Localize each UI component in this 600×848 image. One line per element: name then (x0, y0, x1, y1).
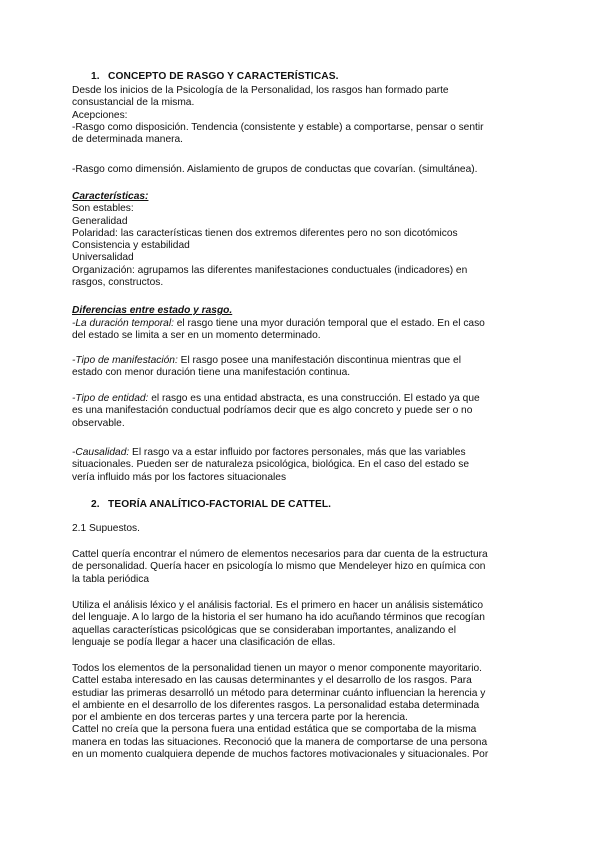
paragraph-line: Cattel no creía que la persona fuera una entidad estática que se comportaba de la misma (72, 724, 477, 736)
caracteristicas-title: Características: (72, 191, 149, 202)
paragraph-line: es una manifestación conductual podríamos decir que es algo concreto y puede ser o no (72, 405, 473, 417)
paragraph-line: de determinada manera. (72, 134, 183, 146)
section-1-heading (91, 71, 339, 83)
paragraph-line (72, 393, 532, 405)
paragraph-line: -Rasgo como dimensión. Aislamiento de grupos de conductas que covarían. (simultánea). (72, 164, 478, 175)
paragraph-line: la tabla periódica (72, 573, 150, 585)
section-1-title: CONCEPTO DE RASGO Y CARACTERÍSTICAS. (108, 71, 339, 82)
paragraph-line (72, 355, 532, 367)
section-2-heading (91, 499, 331, 511)
paragraph-line: de personalidad. Quería hacer en psicología lo mismo que Mendeleyer hizo en química con (72, 561, 486, 573)
section-2-number: 2. (91, 499, 100, 510)
paragraph-line: Desde los inicios de la Psicología de la Personalidad, los rasgos han formado parte (72, 85, 449, 96)
paragraph-line: -Rasgo como disposición. Tendencia (consistente y estable) a comportarse, pensar o sentir (72, 121, 484, 133)
paragraph-line: manera en todas las situaciones. Reconoció que la manera de comportarse de una persona (72, 736, 488, 748)
section-2-title: TEORÍA ANALÍTICO-FACTORIAL DE CATTEL. (108, 499, 332, 510)
diferencia-term: -Tipo de entidad: (72, 393, 149, 404)
diferencia-term: -La duración temporal: (72, 318, 174, 329)
diferencias-title-block (72, 305, 532, 317)
paragraph-line: vería influido más por los factores situacionales (72, 471, 287, 483)
paragraph (72, 663, 532, 761)
paragraph (72, 549, 532, 586)
diferencia-text: El rasgo va a estar influido por factores personales, más que las variables (129, 447, 466, 458)
subsection-heading-block (72, 523, 532, 535)
paragraph (72, 600, 532, 649)
paragraph-line: Cattel estaba interesado en las causas determinantes y el desarrollo de los rasgos. Para (72, 675, 472, 687)
diferencia-term: -Tipo de manifestación: (72, 355, 178, 366)
diferencia-item (72, 355, 532, 380)
list-line: Organización: agrupamos las diferentes manifestaciones conductuales (indicadores) en (72, 264, 468, 276)
diferencias-title: Diferencias entre estado y rasgo. (72, 305, 233, 316)
paragraph-line: estudiar las primeras desarrolló un método para determinar cuánto influencian la herencia y (72, 687, 486, 699)
paragraph-line: Todos los elementos de la personalidad tienen un mayor o menor componente mayoritario. (72, 663, 482, 674)
paragraph-line (72, 447, 532, 459)
paragraph-line: Cattel quería encontrar el número de elementos necesarios para dar cuenta de la estructura (72, 549, 488, 560)
paragraph-line: situacionales. Pueden ser de naturaleza psicológica, biológica. En el caso del estado se (72, 459, 469, 471)
paragraph-line (72, 318, 532, 330)
list-line: Consistencia y estabilidad (72, 240, 190, 252)
list-line: rasgos, constructos. (72, 277, 164, 289)
diferencia-item (72, 447, 532, 484)
diferencia-item (72, 318, 532, 343)
list-line: Generalidad (72, 215, 128, 227)
paragraph-line: aquellas características psicológicas que se consideraban importantes, analizando el (72, 624, 456, 636)
diferencia-text: el rasgo tiene una myor duración temporal que el estado. En el caso (173, 318, 485, 329)
list-line: Son estables: (72, 203, 134, 215)
paragraph-line: del lenguaje. A lo largo de la historia el ser humano ha ido acuñando términos que recogían (72, 612, 485, 624)
paragraph-line: por el ambiente en dos terceras partes y una tercera parte por la herencia. (72, 712, 408, 724)
acepcion-2 (72, 164, 532, 176)
diferencia-term: -Causalidad: (72, 447, 130, 458)
paragraph-line: estado con menor duración tiene una manifestación continua. (72, 367, 351, 379)
paragraph-line: el ambiente en el desarrollo de los diferentes rasgos. La personalidad estaba determinada (72, 699, 480, 711)
subsection-title: 2.1 Supuestos. (72, 523, 140, 534)
paragraph-line: en un momento cualquiera depende de muchos factores motivacionales y situacionales. Por (72, 749, 489, 761)
section-1-number: 1. (91, 71, 100, 82)
diferencia-text: el rasgo es una entidad abstracta, es una construcción. El estado ya que (148, 393, 480, 404)
section-1-body (72, 85, 532, 146)
list-line: Polaridad: las características tienen dos extremos diferentes pero no son dicotómicos (72, 227, 458, 239)
list-line: Universalidad (72, 252, 134, 264)
diferencia-item (72, 393, 532, 430)
caracteristicas-section (72, 191, 532, 289)
paragraph-line: observable. (72, 417, 125, 429)
paragraph-line: del estado se limita a ser en un momento determinado. (72, 330, 321, 342)
diferencia-text: El rasgo posee una manifestación discontinua mientras que el (177, 355, 461, 366)
paragraph-line: Utiliza el análisis léxico y el análisis factorial. Es el primero en hacer un análisis sistemático (72, 600, 484, 611)
paragraph-line: consustancial de la misma. (72, 97, 195, 109)
acepciones-label: Acepciones: (72, 109, 128, 121)
paragraph-line: lenguaje se podía llegar a hacer una clasificación de ellas. (72, 636, 336, 648)
